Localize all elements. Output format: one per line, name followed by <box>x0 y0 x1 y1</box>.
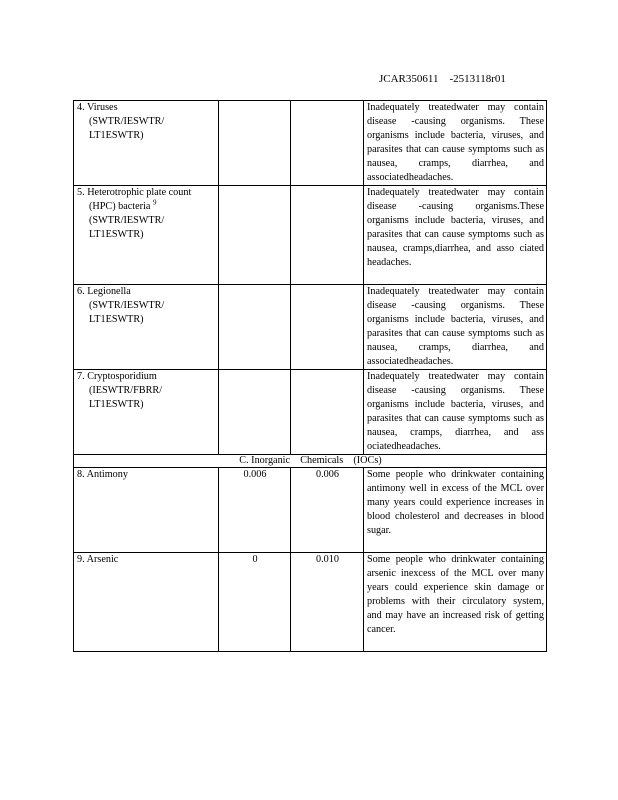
contaminant-name-continued: (HPC) bacteria <box>89 201 151 212</box>
table-row <box>74 553 547 652</box>
contaminant-rule: (SWTR/IESWTR/ <box>89 300 165 311</box>
contaminant-cell <box>74 101 219 186</box>
contaminant-rule: LT1ESWTR) <box>89 229 144 240</box>
row-number: 9. <box>77 554 85 565</box>
health-effects-cell: Some people who drinkwater containing arsenic inexcess of the MCL over many years could experience skin damage or problems with their circulatory system, and may have an increased risk of getting cancer. <box>364 553 547 652</box>
contaminant-cell <box>74 285 219 370</box>
mcl-cell <box>291 186 364 285</box>
mcl-cell <box>291 285 364 370</box>
contaminant-name: Arsenic <box>86 554 119 565</box>
contaminant-name: Cryptosporidium <box>87 371 157 382</box>
contaminant-cell <box>74 370 219 455</box>
row-number: 7. <box>77 371 85 382</box>
contaminant-cell <box>74 186 219 285</box>
mcl-cell <box>291 101 364 186</box>
table-row <box>74 186 547 285</box>
health-effects-cell: Some people who drinkwater containing antimony well in excess of the MCL over many years could experience increases in blood cholesterol and decreases in blood sugar. <box>364 468 547 553</box>
health-effects-cell: Inadequately treatedwater may contain disease -causing organisms.These organisms include bacteria, viruses, and parasites that can cause symptoms such as nausea, cramps,diarrhea, and asso ciated headaches. <box>364 186 547 285</box>
contaminant-name: Antimony <box>86 469 128 480</box>
contaminant-rule: LT1ESWTR) <box>89 399 144 410</box>
row-number: 6. <box>77 286 85 297</box>
contaminant-rule: (SWTR/IESWTR/ <box>89 116 165 127</box>
table-row <box>74 468 547 553</box>
contaminant-name-line <box>77 200 216 214</box>
contaminant-rule: (IESWTR/FBRR/ <box>89 385 163 396</box>
contaminant-table <box>73 100 547 652</box>
document-code: JCAR350611 -2513118r01 <box>379 73 506 85</box>
footnote-marker: 9 <box>152 198 157 207</box>
mclg-cell <box>219 370 291 455</box>
contaminant-cell <box>74 553 219 652</box>
mclg-cell: 0.006 <box>219 468 291 553</box>
section-heading <box>74 455 547 468</box>
contaminant-cell <box>74 468 219 553</box>
contaminant-rule: (SWTR/IESWTR/ <box>89 215 165 226</box>
row-number: 8. <box>77 469 85 480</box>
mclg-cell: 0 <box>219 553 291 652</box>
table-row <box>74 370 547 455</box>
mcl-cell: 0.010 <box>291 553 364 652</box>
table-row <box>74 101 547 186</box>
contaminant-name: Legionella <box>87 286 131 297</box>
mclg-cell <box>219 285 291 370</box>
health-effects-cell: Inadequately treatedwater may contain disease -causing organisms. These organisms include bacteria, viruses, and parasites that can cause symptoms such as nausea, cramps, diarrhea, and associatedheadaches. <box>364 101 547 186</box>
contaminant-name: Viruses <box>87 102 118 113</box>
mclg-cell <box>219 186 291 285</box>
row-number: 4. <box>77 102 85 113</box>
contaminant-rule: LT1ESWTR) <box>89 314 144 325</box>
mcl-cell <box>291 370 364 455</box>
section-row <box>74 455 547 468</box>
section-heading-text: C. Inorganic Chemicals (IOCs) <box>239 455 382 466</box>
health-effects-cell: Inadequately treatedwater may contain disease -causing organisms. These organisms include bacteria, viruses, and parasites that can cause symptoms such as nausea, cramps, diarrhea, and ass ociatedheadaches. <box>364 370 547 455</box>
contaminant-rule: LT1ESWTR) <box>89 130 144 141</box>
mcl-cell: 0.006 <box>291 468 364 553</box>
table-row <box>74 285 547 370</box>
mclg-cell <box>219 101 291 186</box>
health-effects-cell: Inadequately treatedwater may contain disease -causing organisms. These organisms include bacteria, viruses, and parasites that can cause symptoms such as nausea, cramps, diarrhea, and associatedheadaches. <box>364 285 547 370</box>
row-number: 5. <box>77 187 85 198</box>
contaminant-name: Heterotrophic plate count <box>87 187 192 198</box>
